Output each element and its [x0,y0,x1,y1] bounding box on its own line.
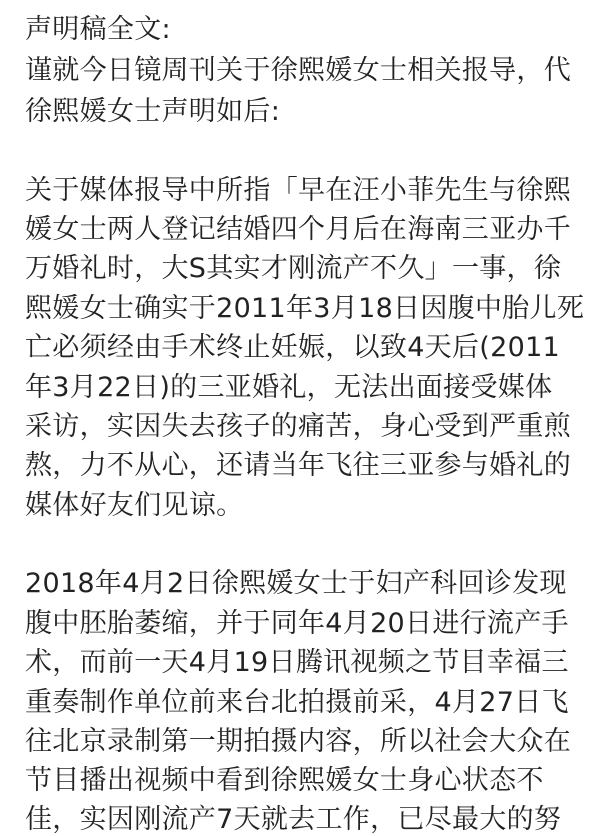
paragraph1-line: 媒体好友们见谅。 [25,490,244,521]
document-title: 声明稿全文: [25,14,171,45]
paragraph1-line: 熬，力不从心，还请当年飞往三亚参与婚礼的 [25,450,571,481]
paragraph1-line: 年3月22日)的三亚婚礼，无法出面接受媒体 [25,372,553,403]
paragraph1-line: 采访，实因失去孩子的痛苦，身心受到严重煎 [25,411,571,442]
paragraph2-line: 术，而前一天4月19日腾讯视频之节目幸福三 [25,647,569,678]
paragraph2-line: 2018年4月2日徐熙媛女士于妇产科回诊发现 [25,568,567,599]
intro-line: 徐熙媛女士声明如后: [25,96,281,127]
paragraph2-line: 佳，实因刚流产7天就去工作，已尽最大的努 [25,804,562,835]
paragraph2-line: 节目播出视频中看到徐熙媛女士身心状态不 [25,765,544,796]
paragraph1-line: 媛女士两人登记结婚四个月后在海南三亚办千 [25,214,571,245]
paragraph1-line: 关于媒体报导中所指「早在汪小菲先生与徐熙 [25,175,571,206]
intro-line: 谨就今日镜周刊关于徐熙媛女士相关报导，代 [25,55,571,86]
paragraph1-line: 亡必须经由手术终止妊娠，以致4天后(2011 [25,332,561,363]
paragraph2-line: 往北京录制第一期拍摄内容，所以社会大众在 [25,726,571,757]
paragraph1-line: 万婚礼时，大S其实才刚流产不久」一事，徐 [25,253,562,284]
paragraph1-line: 熙媛女士确实于2011年3月18日因腹中胎儿死 [25,293,585,324]
paragraph2-line: 重奏制作单位前来台北拍摄前采，4月27日飞 [25,687,569,718]
paragraph2-line: 腹中胚胎萎缩，并于同年4月20日进行流产手 [25,608,569,639]
